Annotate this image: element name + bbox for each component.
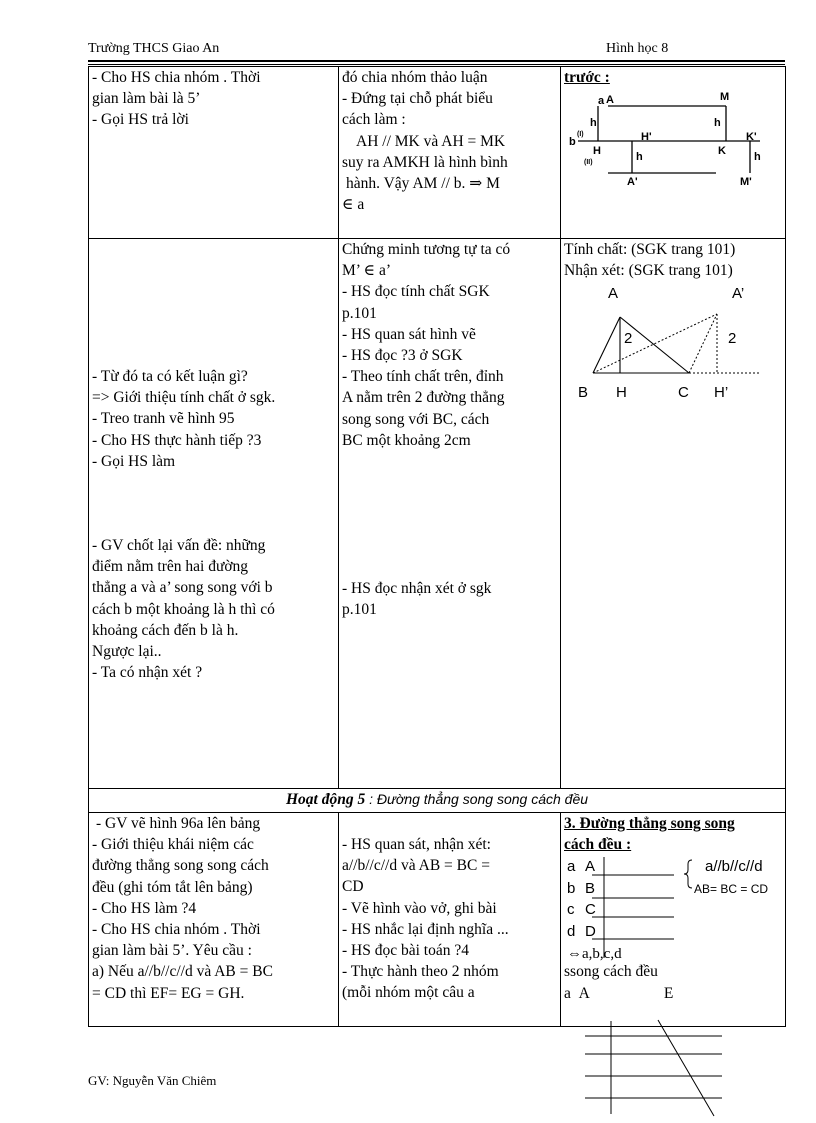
svg-text:M: M [720, 91, 730, 104]
activity-title: Hoạt động 5 : Đường thẳng song song cách đều [89, 789, 786, 813]
svg-text:B: B [578, 384, 589, 402]
header-rule-thin [88, 64, 785, 65]
table-row [89, 239, 786, 789]
svg-text:(I): (I) [577, 131, 584, 139]
overflow-figure [582, 1018, 722, 1118]
svg-text:AB= BC = CD: AB= BC = CD [694, 882, 769, 897]
svg-text:d: d [567, 923, 576, 941]
svg-text:D: D [585, 923, 596, 941]
svg-text:(II): (II) [584, 159, 593, 167]
svg-text:H': H' [641, 131, 652, 144]
svg-text:K: K [718, 145, 726, 158]
table-row [89, 789, 786, 813]
svg-text:A: A [608, 285, 619, 303]
svg-text:K': K' [746, 131, 757, 144]
table-row [89, 67, 786, 239]
board-last-line: a A E [564, 984, 674, 1002]
svg-text:2: 2 [624, 330, 633, 348]
svg-text:H’: H’ [714, 384, 729, 402]
teacher-cell: - Cho HS chia nhóm . Thời gian làm bài là 5’ - Gọi HS trả lời [89, 67, 339, 239]
svg-text:h: h [754, 151, 761, 164]
svg-text:h: h [636, 151, 643, 164]
svg-text:b: b [567, 880, 576, 898]
svg-text:A': A' [627, 176, 638, 189]
section-title: 3. Đường thẳng song song [564, 815, 735, 832]
svg-text:h: h [714, 117, 721, 130]
header-school: Trường THCS Giao An [88, 41, 220, 56]
board-cell: Tính chất: (SGK trang 101) Nhận xét: (SGK trang 101) A A’ 2 2 B H C H’ [561, 239, 786, 789]
svg-text:a: a [567, 858, 576, 876]
board-title: trước : [564, 69, 610, 86]
svg-text:H: H [593, 145, 601, 158]
svg-text:a: a [598, 95, 605, 108]
svg-text:C: C [585, 901, 596, 919]
student-cell: - HS quan sát, nhận xét: a//b//c//d và AB = BC = CD - Vẽ hình vào vở, ghi bài - HS nhắc lại định nghĩa ... - HS đọc bài toán ?4 - Thực hành theo 2 nhóm (mỗi nhóm một câu a [339, 813, 561, 1027]
lesson-table [88, 66, 786, 1027]
parallel-distance-figure [564, 88, 782, 218]
svg-text:C: C [678, 384, 689, 402]
triangle-figure [564, 281, 782, 401]
svg-text:⇔a,b,c,d: ⇔a,b,c,d [567, 946, 622, 963]
svg-text:H: H [616, 384, 627, 402]
svg-text:h: h [590, 117, 597, 130]
svg-text:2: 2 [728, 330, 737, 348]
svg-text:a//b//c//d: a//b//c//d [705, 858, 763, 876]
footer-teacher: GV: Nguyễn Văn Chiêm [88, 1073, 217, 1088]
svg-text:A: A [585, 858, 596, 876]
svg-text:B: B [585, 880, 596, 898]
svg-text:c: c [567, 901, 575, 919]
svg-text:A’: A’ [732, 285, 745, 303]
student-cell: Chứng minh tương tự ta có M’ ∈ a’ - HS đọc tính chất SGK p.101 - HS quan sát hình vẽ - HS đọc ?3 ở SGK - Theo tính chất trên, đỉnh A nằm trên 2 đường thẳng song song với BC, cách BC một khoảng 2cm - HS đọc nhận xét ở sgk p.101 [339, 239, 561, 789]
board-cell: 3. Đường thẳng song song cách đều : a A b B c C d D a//b//c//d AB= BC = CD ⇔a,b,c,d ssong cách đều a A E [561, 813, 786, 1027]
header-rule [88, 60, 785, 62]
teacher-cell: - Từ đó ta có kết luận gì? => Giới thiệu tính chất ở sgk. - Treo tranh vẽ hình 95 - Cho HS thực hành tiếp ?3 - Gọi HS làm - GV chốt lại vấn đề: những điểm nằm trên hai đường thẳng a và a’ song song với b cách b một khoảng là h thì có khoảng cách đến b là h. Ngược lại.. - Ta có nhận xét ? [89, 239, 339, 789]
svg-text:M': M' [740, 176, 752, 189]
svg-text:b: b [569, 136, 576, 149]
student-cell: đó chia nhóm thảo luận - Đứng tại chỗ phát biểu cách làm : AH // MK và AH = MK suy ra AMKH là hình bình hành. Vậy AM // b. ⇒ M ∈ a [339, 67, 561, 239]
table-row [89, 813, 786, 1027]
svg-text:A: A [606, 94, 614, 107]
equidistant-lines-figure [564, 855, 782, 965]
teacher-cell: - GV vẽ hình 96a lên bảng - Giới thiệu khái niệm các đường thẳng song song cách đều (ghi tóm tắt lên bảng) - Cho HS làm ?4 - Cho HS chia nhóm . Thời gian làm bài 5’. Yêu cầu : a) Nếu a//b//c//d và AB = BC = CD thì EF= EG = GH. [89, 813, 339, 1027]
header-subject: Hình học 8 [606, 41, 669, 56]
board-cell [561, 67, 786, 239]
